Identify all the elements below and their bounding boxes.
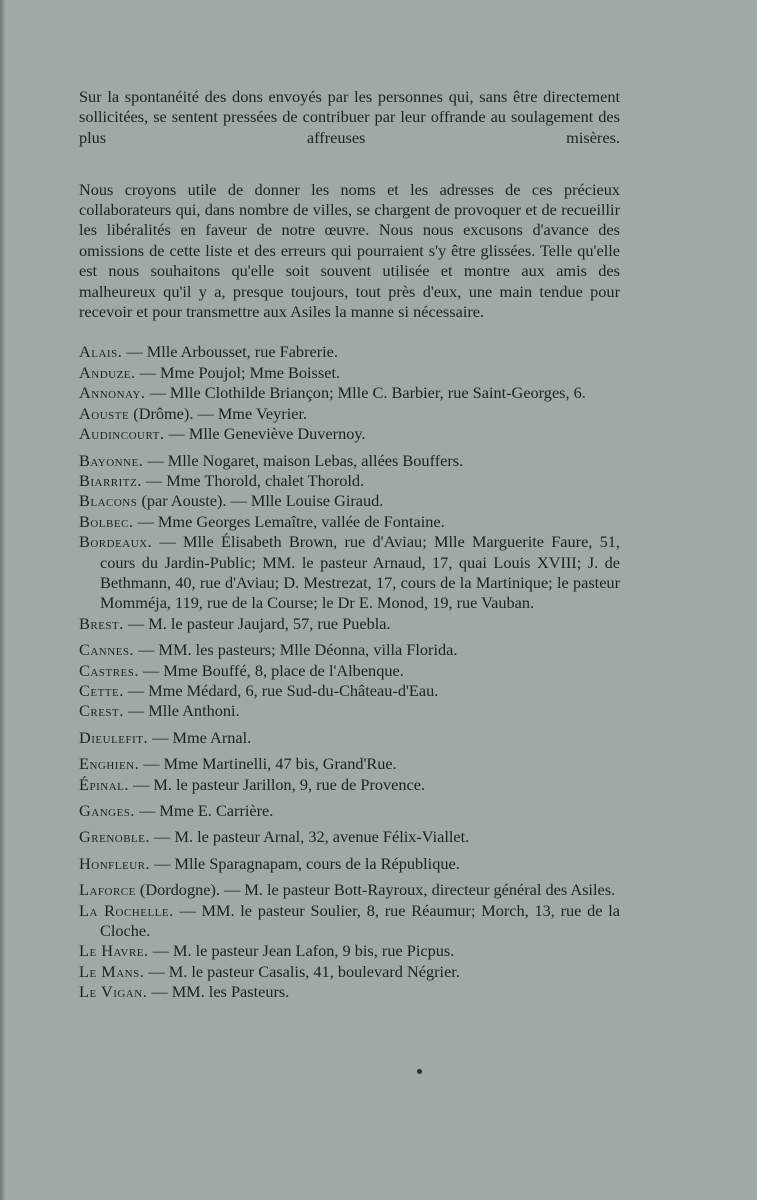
city-name: Honfleur. (79, 853, 151, 873)
list-item (79, 941, 620, 961)
city-name: Dieulefit. (79, 727, 149, 747)
list-item (79, 471, 620, 491)
city-name: Anduze. (79, 362, 136, 382)
entry-text: — Mme Bouffé, 8, place de l'Albenque. (142, 660, 404, 680)
list-item (79, 640, 620, 660)
entry-text: (par Aouste). — Mlle Louise Giraud. (141, 491, 384, 511)
list-item (79, 424, 620, 444)
city-name: Crest. (79, 701, 124, 721)
entry-text: (Dordogne). — M. le pasteur Bott-Rayroux, directeur général des Asiles. (139, 880, 616, 900)
list-item (79, 901, 620, 942)
entry-text: — MM. le pasteur Soulier, 8, rue Réaumur; Morch, 13, rue de la Cloche. (100, 900, 620, 941)
entry-text: — M. le pasteur Jean Lafon, 9 bis, rue Picpus. (152, 941, 455, 961)
city-name: La Rochelle. (79, 900, 174, 920)
city-name: Cette. (79, 680, 124, 700)
list-item (79, 827, 620, 847)
city-name: Blacons (79, 491, 138, 511)
list-item (79, 962, 620, 982)
entry-text: — M. le pasteur Jarillon, 9, rue de Provence. (132, 774, 426, 794)
entry-text: — Mme Arnal. (152, 727, 252, 747)
entry-text: — Mme Poujol; Mme Boisset. (139, 362, 341, 382)
list-item (79, 451, 620, 471)
city-name: Bolbec. (79, 511, 134, 531)
city-name: Le Havre. (79, 941, 149, 961)
document-body (79, 87, 620, 1003)
list-item (79, 532, 620, 614)
list-item (79, 491, 620, 511)
entry-text: — Mme Georges Lemaître, vallée de Fontaine. (137, 511, 445, 531)
entry-text: — Mlle Clothilde Briançon; Mlle C. Barbier, rue Saint-Georges, 6. (149, 383, 586, 403)
list-item (79, 363, 620, 383)
entry-text: — M. le pasteur Casalis, 41, boulevard Négrier. (148, 961, 460, 981)
list-item (79, 754, 620, 774)
entry-text: — MM. les pasteurs; Mlle Déonna, villa Florida. (138, 640, 458, 660)
entry-text: — Mlle Sparagnapam, cours de la République. (154, 853, 460, 873)
list-item (79, 801, 620, 821)
city-name: Aouste (79, 403, 130, 423)
list-item (79, 512, 620, 532)
intro-paragraph-1: Sur la spontanéité des dons envoyés par les personnes qui, sans être directement sollicitées, se sentent pressées de contribuer par leur offrande au soulagement des plus affreuses misères. (79, 87, 620, 147)
city-name: Bayonne. (79, 450, 144, 470)
entry-text: — M. le pasteur Arnal, 32, avenue Félix-Viallet. (154, 827, 470, 847)
city-name: Ganges. (79, 801, 135, 820)
city-name: Brest. (79, 613, 124, 633)
city-name: Épinal. (79, 774, 129, 794)
city-name: Alais. (79, 342, 123, 362)
list-item (79, 854, 620, 874)
city-name: Le Mans. (79, 961, 145, 981)
city-name: Laforce (79, 880, 136, 900)
list-item (79, 383, 620, 403)
correspondents-list (79, 342, 620, 1002)
list-item (79, 728, 620, 748)
city-name: Cannes. (79, 640, 135, 660)
list-item (79, 681, 620, 701)
list-item (79, 614, 620, 634)
list-item (79, 775, 620, 795)
city-name: Annonay. (79, 383, 146, 403)
city-name: Grenoble. (79, 827, 151, 847)
list-item (79, 342, 620, 362)
city-name: Enghien. (79, 754, 140, 774)
city-name: Audincourt. (79, 424, 165, 444)
entry-text: — Mme Thorold, chalet Thorold. (145, 470, 365, 490)
list-item (79, 880, 620, 900)
intro-paragraph-2: Nous croyons utile de donner les noms et les adresses de ces précieux collaborateurs qui, dans nombre de villes, se chargent de provoquer et de recueillir les libéralités en faveur de notre œuvre. Nous nous excusons d'avance des omissions de cette liste et des erreurs qui pourraient s'y être glissées. Telle qu'elle est nous souhaitons qu'elle soit souvent utilisée et montre aux amis des malheureux qu'il y a, presque toujours, tout près d'eux, une main tendue pour recevoir et pour transmettre aux Asiles la manne si nécessaire. (79, 179, 620, 322)
page-binding-shadow (0, 0, 6, 1200)
entry-text: (Drôme). — Mme Veyrier. (133, 403, 308, 423)
entry-text: — Mlle Nogaret, maison Lebas, allées Bouffers. (147, 450, 464, 470)
entry-text: — Mme Médard, 6, rue Sud-du-Château-d'Eau. (127, 680, 439, 700)
entry-text: — Mme E. Carrière. (139, 801, 274, 820)
list-item (79, 404, 620, 424)
city-name: Le Vigan. (79, 982, 148, 1002)
list-item (79, 661, 620, 681)
city-name: Bordeaux. (79, 532, 153, 552)
list-item (79, 982, 620, 1002)
entry-text: — Mlle Élisabeth Brown, rue d'Aviau; Mlle Marguerite Faure, 51, cours du Jardin-Public; MM. le pasteur Arnaud, 17, quai Louis XVIII; J. de Bethmann, 40, rue d'Aviau; D. Mestrezat, 17, cours de la Martinique; le pasteur Momméja, 119, rue de la Course; le Dr E. Monod, 19, rue Vauban. (100, 532, 620, 613)
list-item (79, 701, 620, 721)
entry-text: — M. le pasteur Jaujard, 57, rue Puebla. (127, 613, 391, 633)
entry-text: — Mlle Geneviève Duvernoy. (168, 424, 366, 444)
entry-text: — MM. les Pasteurs. (151, 982, 290, 1002)
entry-text: — Mlle Arbousset, rue Fabrerie. (126, 342, 338, 362)
ink-dot-mark (417, 1069, 422, 1074)
entry-text: — Mlle Anthoni. (127, 701, 240, 721)
city-name: Castres. (79, 660, 139, 680)
city-name: Biarritz. (79, 470, 142, 490)
entry-text: — Mme Martinelli, 47 bis, Grand'Rue. (143, 754, 397, 774)
